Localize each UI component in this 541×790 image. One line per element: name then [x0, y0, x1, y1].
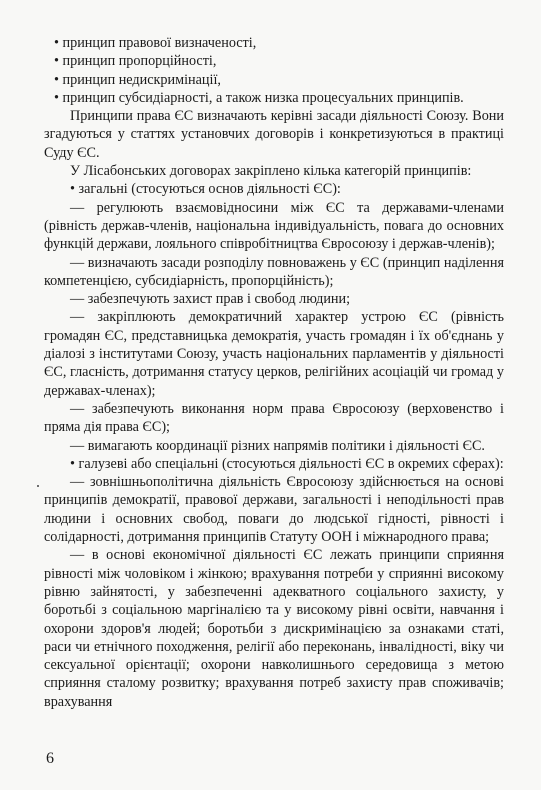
paragraph: • принцип недискримінації, — [54, 71, 221, 88]
paragraph: — вимагають координації різних напрямів політики і діяльності ЄС. — [70, 437, 485, 454]
paragraph: — забезпечують захист прав і свобод людини; — [70, 291, 351, 308]
paragraph: • загальні (стосуються основ діяльності ЄС): — [70, 181, 341, 198]
page-number: 6 — [46, 750, 54, 767]
paragraph: — забезпечують виконання норм права Євросоюзу (верховенство і пряма дія права ЄС); — [44, 400, 504, 436]
paragraph: • принцип субсидіарності, а також низка процесуальних принципів. — [54, 89, 464, 106]
paragraph: — зовнішньополітична діяльність Євросоюзу здійснюється на основі принципів демократії, правової держави, загальності і неподільності прав людини і основних свобод, поваги до людської гідності, рівності і солідарності, дотримання принципів Статуту ООН і міжнародного права; — [44, 474, 504, 546]
paragraph: Принципи права ЄС визначають керівні засади діяльності Союзу. Вони згадуються у статтях установчих договорів і конкретизуються в практиці Суду ЄС. — [44, 108, 504, 161]
paragraph: У Лісабонських договорах закріплено кілька категорій принципів: — [70, 163, 472, 180]
scan-speck — [37, 485, 39, 487]
paragraph: • принцип пропорційності, — [54, 53, 217, 70]
paragraph: — закріплюють демократичний характер устрою ЄС (рівність громадян ЄС, представницька демократія, участь громадян і їх об'єднань у діалозі з інститутами Союзу, участь національних парламентів у діяльності ЄС, гласність, дотримання статусу церков, релігійних асоціацій чи громад у державах-членах); — [44, 309, 504, 399]
body-text — [44, 34, 504, 711]
paragraph: • принцип правової визначеності, — [54, 35, 257, 51]
paragraph: • галузеві або спеціальні (стосуються діяльності ЄС в окремих сферах): — [70, 455, 504, 472]
paragraph: — визначають засади розподілу повноважень у ЄС (принцип наділення компетенцією, субсидіарність, пропорційність); — [44, 254, 504, 289]
paragraph: — в основі економічної діяльності ЄС лежать принципи сприяння рівності між чоловіком і жінкою; врахування потреби у сприянні високому рівню зайнятості, у забезпеченні адекватного соціального захисту, у боротьбі з соціальною маргіналією та у високому рівні освіти, навчання і охорони здоров'я людей; боротьби з дискримінацією за ознаками статі, раси чи етнічного походження, релігії або переконань, інвалідності, віку чи сексуальної орієнтації; охорони навколишнього середовища з метою сприяння сталому розвитку; врахування потреб захисту прав споживачів; врахування — [44, 547, 504, 710]
paragraph: — регулюють взаємовідносини між ЄС та державами-членами (рівність держав-членів, національна індивідуальність, повага до основних функцій держави, лояльного співробітництва Євросоюзу і держав-членів); — [44, 199, 504, 253]
